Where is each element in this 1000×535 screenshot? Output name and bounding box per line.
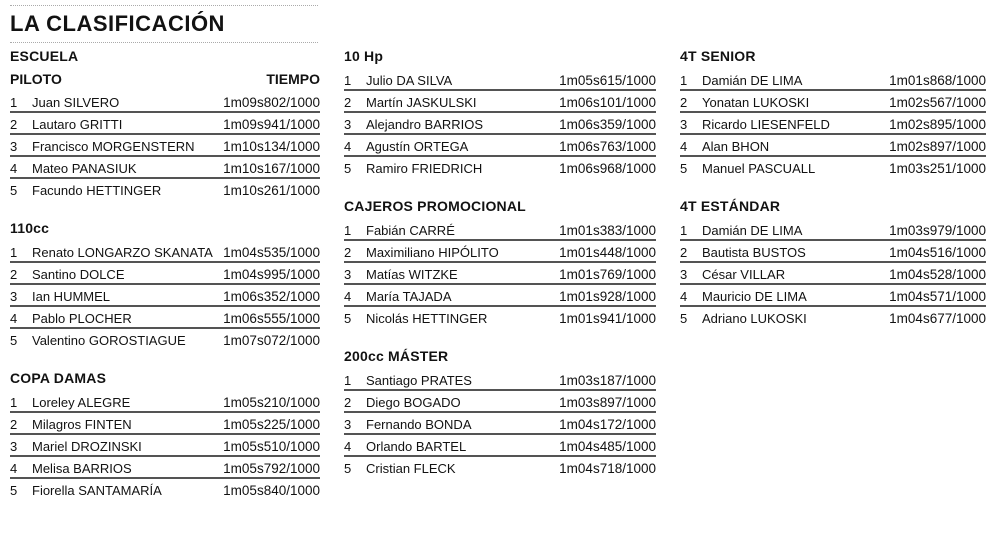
section-heading: 10 Hp	[344, 48, 384, 64]
column	[680, 48, 986, 348]
position-cell: 1	[680, 223, 688, 238]
time-cell: 1m05s792/1000	[223, 461, 320, 476]
rows	[680, 69, 986, 177]
pilot-name-cell: Milagros FINTEN	[32, 417, 132, 432]
time-cell: 1m02s897/1000	[889, 139, 986, 154]
position-cell: 2	[10, 117, 18, 132]
rows	[680, 219, 986, 327]
time-cell: 1m04s528/1000	[889, 267, 986, 282]
position-cell: 5	[10, 183, 18, 198]
columns-grid	[10, 48, 986, 520]
pilot-name-cell: Ricardo LIESENFELD	[702, 117, 830, 132]
position-cell: 1	[344, 223, 352, 238]
classification-section	[680, 198, 986, 327]
pilot-name-cell: Mateo PANASIUK	[32, 161, 137, 176]
table-row	[10, 157, 320, 179]
table-row	[680, 157, 986, 177]
classification-section	[344, 48, 656, 177]
pilot-name-cell: Mauricio DE LIMA	[702, 289, 807, 304]
pilot-column-header: PILOTO	[10, 71, 62, 87]
table-row	[344, 285, 656, 307]
section-heading: ESCUELA	[10, 48, 79, 64]
position-cell: 5	[10, 333, 18, 348]
table-row	[680, 285, 986, 307]
position-cell: 4	[10, 311, 18, 326]
pilot-name-cell: Orlando BARTEL	[366, 439, 467, 454]
time-cell: 1m01s448/1000	[559, 245, 656, 260]
time-cell: 1m03s897/1000	[559, 395, 656, 410]
pilot-name-cell: Bautista BUSTOS	[702, 245, 806, 260]
pilot-name-cell: Yonatan LUKOSKI	[702, 95, 810, 110]
table-row	[344, 307, 656, 327]
pilot-name-cell: Lautaro GRITTI	[32, 117, 123, 132]
position-cell: 1	[344, 73, 352, 88]
time-cell: 1m06s352/1000	[223, 289, 320, 304]
time-cell: 1m04s677/1000	[889, 311, 986, 326]
classification-section	[10, 220, 320, 349]
table-row	[344, 157, 656, 177]
rows	[344, 369, 656, 477]
table-row	[680, 219, 986, 241]
time-cell: 1m05s615/1000	[559, 73, 656, 88]
position-cell: 5	[344, 161, 352, 176]
classification-section	[680, 48, 986, 177]
pilot-name-cell: Manuel PASCUALL	[702, 161, 816, 176]
position-cell: 1	[10, 395, 18, 410]
table-row	[10, 435, 320, 457]
pilot-name-cell: Cristian FLECK	[366, 461, 456, 476]
position-cell: 5	[344, 461, 352, 476]
table-row	[344, 435, 656, 457]
time-cell: 1m07s072/1000	[223, 333, 320, 348]
time-cell: 1m09s941/1000	[223, 117, 320, 132]
pilot-name-cell: Mariel DROZINSKI	[32, 439, 142, 454]
position-cell: 2	[344, 95, 352, 110]
time-cell: 1m04s485/1000	[559, 439, 656, 454]
table-row	[344, 69, 656, 91]
pilot-name-cell: María TAJADA	[366, 289, 452, 304]
position-cell: 3	[344, 267, 352, 282]
table-row	[10, 263, 320, 285]
table-row	[10, 307, 320, 329]
classification-section	[10, 370, 320, 499]
table-row	[344, 113, 656, 135]
time-cell: 1m10s261/1000	[223, 183, 320, 198]
position-cell: 2	[10, 267, 18, 282]
position-cell: 2	[680, 95, 688, 110]
pilot-name-cell: Ian HUMMEL	[32, 289, 111, 304]
classification-section	[344, 348, 656, 477]
section-heading: 4T ESTÁNDAR	[680, 198, 781, 214]
time-cell: 1m06s359/1000	[559, 117, 656, 132]
pilot-name-cell: Pablo PLOCHER	[32, 311, 132, 326]
time-cell: 1m06s968/1000	[559, 161, 656, 176]
pilot-name-cell: Adriano LUKOSKI	[702, 311, 807, 326]
time-cell: 1m04s571/1000	[889, 289, 986, 304]
position-cell: 2	[680, 245, 688, 260]
time-cell: 1m01s383/1000	[559, 223, 656, 238]
time-cell: 1m05s210/1000	[223, 395, 320, 410]
position-cell: 3	[10, 439, 18, 454]
title-block	[10, 5, 318, 43]
position-cell: 2	[10, 417, 18, 432]
table-row	[344, 391, 656, 413]
column	[344, 48, 656, 498]
position-cell: 3	[680, 117, 688, 132]
time-cell: 1m06s763/1000	[559, 139, 656, 154]
table-row	[680, 91, 986, 113]
table-row	[10, 91, 320, 113]
section-heading: 200cc MÁSTER	[344, 348, 449, 364]
pilot-name-cell: Juan SILVERO	[32, 95, 120, 110]
pilot-name-cell: Melisa BARRIOS	[32, 461, 132, 476]
position-cell: 4	[680, 289, 688, 304]
time-column-header: TIEMPO	[266, 71, 320, 87]
time-cell: 1m10s167/1000	[223, 161, 320, 176]
time-cell: 1m01s868/1000	[889, 73, 986, 88]
table-row	[680, 241, 986, 263]
pilot-name-cell: Damián DE LIMA	[702, 223, 803, 238]
time-cell: 1m01s769/1000	[559, 267, 656, 282]
position-cell: 1	[10, 245, 18, 260]
table-row	[344, 135, 656, 157]
position-cell: 3	[344, 117, 352, 132]
table-row	[10, 113, 320, 135]
time-cell: 1m03s979/1000	[889, 223, 986, 238]
table-row	[10, 241, 320, 263]
rows	[10, 391, 320, 499]
position-cell: 4	[344, 289, 352, 304]
pilot-name-cell: Agustín ORTEGA	[366, 139, 469, 154]
pilot-name-cell: Alan BHON	[702, 139, 770, 154]
time-cell: 1m03s251/1000	[889, 161, 986, 176]
position-cell: 5	[344, 311, 352, 326]
pilot-name-cell: Francisco MORGENSTERN	[32, 139, 195, 154]
time-cell: 1m05s225/1000	[223, 417, 320, 432]
time-cell: 1m10s134/1000	[223, 139, 320, 154]
time-cell: 1m04s535/1000	[223, 245, 320, 260]
table-row	[680, 113, 986, 135]
pilot-name-cell: Santiago PRATES	[366, 373, 472, 388]
table-row	[344, 263, 656, 285]
classification-section	[10, 48, 320, 199]
time-cell: 1m04s995/1000	[223, 267, 320, 282]
time-cell: 1m04s172/1000	[559, 417, 656, 432]
position-cell: 1	[10, 95, 18, 110]
position-cell: 3	[10, 139, 18, 154]
position-cell: 1	[680, 73, 688, 88]
position-cell: 2	[344, 395, 352, 410]
table-row	[344, 241, 656, 263]
position-cell: 4	[344, 439, 352, 454]
table-row	[10, 479, 320, 499]
time-cell: 1m06s101/1000	[559, 95, 656, 110]
position-cell: 4	[10, 461, 18, 476]
pilot-name-cell: Ramiro FRIEDRICH	[366, 161, 483, 176]
section-heading: 4T SENIOR	[680, 48, 756, 64]
table-row	[344, 457, 656, 477]
time-cell: 1m04s718/1000	[559, 461, 656, 476]
position-cell: 5	[10, 483, 18, 498]
table-row	[344, 91, 656, 113]
table-row	[344, 219, 656, 241]
pilot-name-cell: Fiorella SANTAMARÍA	[32, 483, 162, 498]
pilot-name-cell: Nicolás HETTINGER	[366, 311, 488, 326]
rows	[344, 69, 656, 177]
pilot-name-cell: Matías WITZKE	[366, 267, 458, 282]
position-cell: 2	[344, 245, 352, 260]
table-row	[680, 307, 986, 327]
table-row	[680, 69, 986, 91]
pilot-name-cell: Santino DOLCE	[32, 267, 125, 282]
pilot-name-cell: Maximiliano HIPÓLITO	[366, 245, 499, 260]
time-cell: 1m02s567/1000	[889, 95, 986, 110]
time-cell: 1m05s840/1000	[223, 483, 320, 498]
table-row	[10, 413, 320, 435]
table-row	[10, 179, 320, 199]
column-headers	[10, 69, 320, 91]
position-cell: 5	[680, 161, 688, 176]
page-title: LA CLASIFICACIÓN	[10, 11, 225, 36]
pilot-name-cell: Fabián CARRÉ	[366, 223, 455, 238]
table-row	[10, 285, 320, 307]
pilot-name-cell: Loreley ALEGRE	[32, 395, 131, 410]
pilot-name-cell: Valentino GOROSTIAGUE	[32, 333, 186, 348]
time-cell: 1m01s928/1000	[559, 289, 656, 304]
rows	[344, 219, 656, 327]
position-cell: 4	[680, 139, 688, 154]
table-row	[10, 329, 320, 349]
time-cell: 1m04s516/1000	[889, 245, 986, 260]
position-cell: 3	[10, 289, 18, 304]
column	[10, 48, 320, 520]
table-row	[10, 135, 320, 157]
rows	[10, 91, 320, 199]
time-cell: 1m05s510/1000	[223, 439, 320, 454]
position-cell: 3	[344, 417, 352, 432]
rows	[10, 241, 320, 349]
time-cell: 1m02s895/1000	[889, 117, 986, 132]
position-cell: 1	[344, 373, 352, 388]
time-cell: 1m06s555/1000	[223, 311, 320, 326]
table-row	[680, 135, 986, 157]
pilot-name-cell: Facundo HETTINGER	[32, 183, 162, 198]
time-cell: 1m09s802/1000	[223, 95, 320, 110]
position-cell: 4	[344, 139, 352, 154]
time-cell: 1m03s187/1000	[559, 373, 656, 388]
pilot-name-cell: Diego BOGADO	[366, 395, 461, 410]
pilot-name-cell: Renato LONGARZO SKANATA	[32, 245, 213, 260]
time-cell: 1m01s941/1000	[559, 311, 656, 326]
position-cell: 4	[10, 161, 18, 176]
pilot-name-cell: César VILLAR	[702, 267, 786, 282]
table-row	[10, 457, 320, 479]
section-heading: COPA DAMAS	[10, 370, 107, 386]
pilot-name-cell: Martín JASKULSKI	[366, 95, 477, 110]
table-row	[344, 413, 656, 435]
table-row	[344, 369, 656, 391]
pilot-name-cell: Julio DA SILVA	[366, 73, 453, 88]
classification-section	[344, 198, 656, 327]
pilot-name-cell: Damián DE LIMA	[702, 73, 803, 88]
position-cell: 3	[680, 267, 688, 282]
position-cell: 5	[680, 311, 688, 326]
pilot-name-cell: Fernando BONDA	[366, 417, 472, 432]
table-row	[680, 263, 986, 285]
table-row	[10, 391, 320, 413]
section-heading: 110cc	[10, 220, 50, 236]
pilot-name-cell: Alejandro BARRIOS	[366, 117, 484, 132]
section-heading: CAJEROS PROMOCIONAL	[344, 198, 526, 214]
